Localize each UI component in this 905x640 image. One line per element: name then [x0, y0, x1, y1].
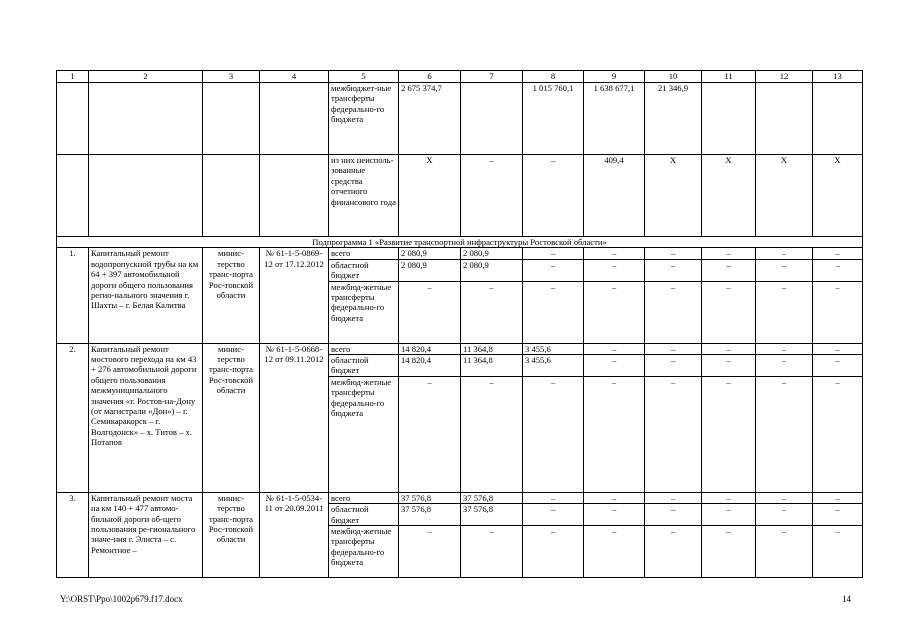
value-cell: 21 346,9: [645, 83, 702, 155]
empty-cell: [57, 155, 89, 237]
footer-file-path: Y:\ORST\Ppo\1002p679.f17.docx: [60, 594, 183, 604]
value-cell: –: [523, 526, 584, 578]
source-label: из них неисполь-зованные средства отчетного финансового года: [329, 155, 399, 237]
value-cell: Х: [645, 155, 702, 237]
value-cell: –: [702, 281, 756, 343]
value-cell: –: [813, 376, 863, 492]
column-number: 11: [702, 71, 756, 83]
value-cell: 3 455,6: [523, 343, 584, 354]
source-label: всего: [329, 248, 399, 259]
value-cell: –: [756, 355, 813, 377]
value-cell: Х: [756, 155, 813, 237]
responsible-organization: минис-терство транс-порта Рос-товской области: [203, 343, 260, 492]
source-label: областной бюджет: [329, 259, 399, 281]
value-cell: –: [523, 248, 584, 259]
value-cell: –: [702, 376, 756, 492]
value-cell: –: [645, 492, 702, 503]
value-cell: –: [702, 343, 756, 354]
column-number: 12: [756, 71, 813, 83]
value-cell: –: [813, 343, 863, 354]
value-cell: –: [523, 155, 584, 237]
value-cell: –: [645, 281, 702, 343]
table-row: [57, 155, 863, 237]
column-number: 3: [203, 71, 260, 83]
empty-cell: [89, 83, 203, 155]
value-cell: [756, 83, 813, 155]
value-cell: –: [584, 281, 645, 343]
column-number: 10: [645, 71, 702, 83]
value-cell: –: [584, 492, 645, 503]
value-cell: –: [756, 281, 813, 343]
value-cell: –: [645, 526, 702, 578]
value-cell: 2 080,9: [399, 248, 461, 259]
source-label: всего: [329, 492, 399, 503]
column-number: 9: [584, 71, 645, 83]
value-cell: –: [813, 355, 863, 377]
table-row: [57, 492, 863, 503]
value-cell: –: [702, 248, 756, 259]
empty-cell: [89, 155, 203, 237]
expertise-document: № 61-1-5-0534-11 от 20.09.2011: [260, 492, 329, 577]
value-cell: –: [813, 281, 863, 343]
value-cell: [813, 83, 863, 155]
value-cell: 37 576,8: [461, 492, 523, 503]
value-cell: 11 364,8: [461, 343, 523, 354]
object-name: Капитальный ремонт мостового перехода на км 43 + 276 автомобильной дороги общего пользования межмуниципального значения «г. Ростов-на-Дону (от магистрали «Дон») – г. Семикаракорск – г. Волгодонск» – х. Титов – х. Потапов: [89, 343, 203, 492]
value-cell: Х: [702, 155, 756, 237]
column-number: 5: [329, 71, 399, 83]
value-cell: –: [523, 504, 584, 526]
value-cell: –: [523, 376, 584, 492]
source-label: межбюджет-ные трансферты федерально-го бюджета: [329, 83, 399, 155]
empty-cell: [260, 155, 329, 237]
value-cell: –: [813, 248, 863, 259]
value-cell: –: [399, 526, 461, 578]
value-cell: Х: [813, 155, 863, 237]
value-cell: –: [813, 492, 863, 503]
value-cell: 37 576,8: [399, 492, 461, 503]
value-cell: –: [584, 343, 645, 354]
column-number: 1: [57, 71, 89, 83]
value-cell: –: [584, 355, 645, 377]
value-cell: [461, 83, 523, 155]
value-cell: –: [756, 526, 813, 578]
value-cell: –: [702, 259, 756, 281]
item-number: 1.: [57, 248, 89, 343]
value-cell: 1 015 760,1: [523, 83, 584, 155]
column-number: 2: [89, 71, 203, 83]
value-cell: 2 675 374,7: [399, 83, 461, 155]
value-cell: –: [813, 259, 863, 281]
responsible-organization: минис-терство транс-порта Рос-товской области: [203, 248, 260, 343]
value-cell: –: [756, 492, 813, 503]
value-cell: –: [702, 492, 756, 503]
source-label: межбюд-жетные трансферты федерально-го бюджета: [329, 281, 399, 343]
column-number-row: [57, 71, 863, 83]
value-cell: –: [645, 376, 702, 492]
value-cell: –: [813, 526, 863, 578]
item-number: 3.: [57, 492, 89, 577]
value-cell: Х: [399, 155, 461, 237]
value-cell: –: [461, 281, 523, 343]
value-cell: –: [584, 259, 645, 281]
value-cell: –: [702, 526, 756, 578]
value-cell: 11 364,8: [461, 355, 523, 377]
source-label: всего: [329, 343, 399, 354]
empty-cell: [203, 83, 260, 155]
financing-table: [56, 70, 863, 578]
value-cell: 409,4: [584, 155, 645, 237]
value-cell: –: [756, 248, 813, 259]
table-row: [57, 343, 863, 354]
value-cell: 1 638 677,1: [584, 83, 645, 155]
value-cell: –: [645, 259, 702, 281]
value-cell: 2 080,9: [399, 259, 461, 281]
column-number: 13: [813, 71, 863, 83]
source-label: межбюд-жетные трансферты федерально-го бюджета: [329, 526, 399, 578]
value-cell: –: [645, 343, 702, 354]
value-cell: –: [645, 248, 702, 259]
value-cell: –: [813, 504, 863, 526]
table-row: [57, 248, 863, 259]
value-cell: –: [756, 343, 813, 354]
value-cell: –: [584, 376, 645, 492]
page-number: 14: [842, 594, 851, 604]
value-cell: –: [756, 504, 813, 526]
value-cell: –: [584, 248, 645, 259]
column-number: 8: [523, 71, 584, 83]
object-name: Капитальный ремонт водопропускной трубы на км 64 + 397 автомобильной дороги общего пользования регио-нального значения г. Шахты – г. Белая Калитва: [89, 248, 203, 343]
value-cell: –: [645, 355, 702, 377]
value-cell: –: [523, 259, 584, 281]
value-cell: –: [584, 504, 645, 526]
source-label: областной бюджет: [329, 355, 399, 377]
subprogram-row: [57, 237, 863, 248]
value-cell: –: [399, 376, 461, 492]
value-cell: –: [399, 281, 461, 343]
value-cell: [702, 83, 756, 155]
empty-cell: [203, 155, 260, 237]
responsible-organization: минис-терство транс-порта Рос-товской области: [203, 492, 260, 577]
value-cell: 37 576,8: [399, 504, 461, 526]
value-cell: –: [756, 376, 813, 492]
value-cell: –: [523, 492, 584, 503]
value-cell: –: [523, 281, 584, 343]
value-cell: –: [584, 526, 645, 578]
column-number: 7: [461, 71, 523, 83]
value-cell: 2 080,9: [461, 248, 523, 259]
value-cell: –: [756, 259, 813, 281]
column-number: 6: [399, 71, 461, 83]
expertise-document: № 61-1-5-0869-12 от 17.12.2012: [260, 248, 329, 343]
empty-cell: [260, 83, 329, 155]
value-cell: 2 080,9: [461, 259, 523, 281]
value-cell: –: [702, 355, 756, 377]
expertise-document: № 61-1-5-0668-12 от 09.11.2012: [260, 343, 329, 492]
value-cell: –: [461, 155, 523, 237]
subprogram-title: Подпрограмма 1 «Развитие транспортной инфраструктуры Ростовской области»: [57, 237, 863, 248]
object-name: Капитальный ремонт моста на км 140 + 477 автомо-бильной дороги об-щего пользования ре-гионального значе-ния г. Элиста – с. Ремонтное –: [89, 492, 203, 577]
value-cell: –: [461, 526, 523, 578]
value-cell: –: [645, 504, 702, 526]
value-cell: –: [461, 376, 523, 492]
table-row: [57, 83, 863, 155]
column-number: 4: [260, 71, 329, 83]
value-cell: 3 455,6: [523, 355, 584, 377]
item-number: 2.: [57, 343, 89, 492]
source-label: межбюд-жетные трансферты федерально-го бюджета: [329, 376, 399, 492]
value-cell: 14 820,4: [399, 355, 461, 377]
value-cell: –: [702, 504, 756, 526]
source-label: областной бюджет: [329, 504, 399, 526]
value-cell: 14 820,4: [399, 343, 461, 354]
empty-cell: [57, 83, 89, 155]
value-cell: 37 576,8: [461, 504, 523, 526]
